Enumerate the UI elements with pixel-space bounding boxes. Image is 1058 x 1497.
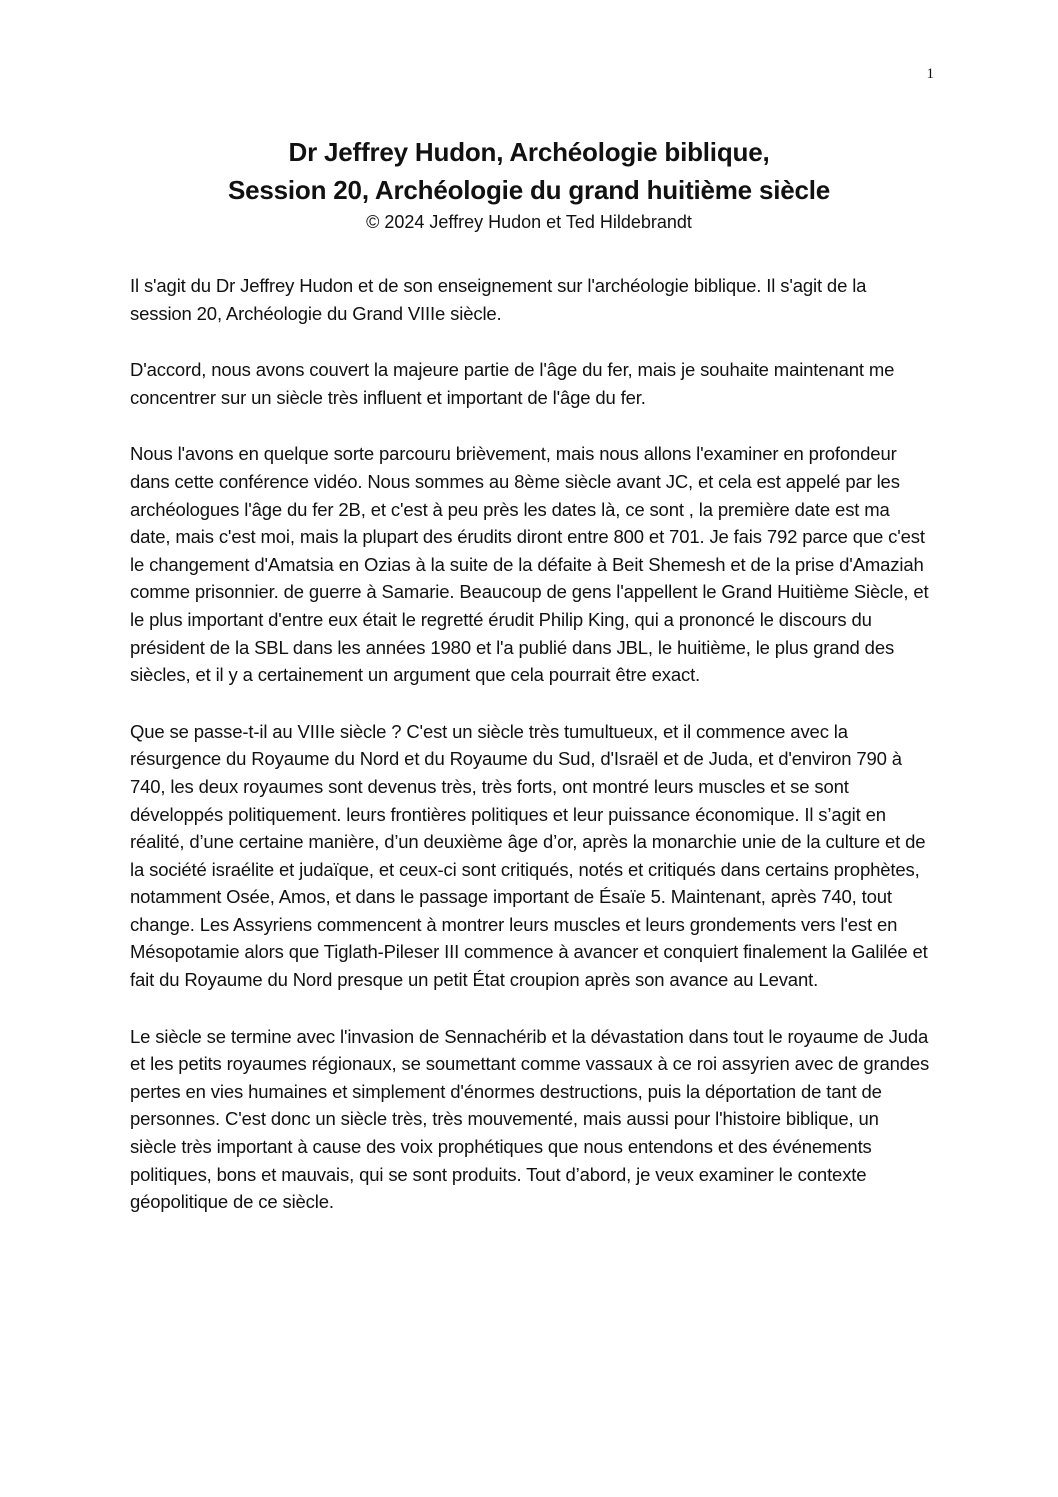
document-header bbox=[130, 133, 928, 235]
page-number: 1 bbox=[926, 66, 934, 82]
title-line-2: Session 20, Archéologie du grand huitième siècle bbox=[227, 175, 831, 205]
paragraph: Le siècle se termine avec l'invasion de Sennachérib et la dévastation dans tout le royaume de Juda et les petits royaumes régionaux, se soumettant comme vassaux à ce roi assyrien avec de grandes pertes en vies humaines et simplement d'énormes destructions, puis la déportation de tant de personnes. C'est donc un siècle très, très mouvementé, mais aussi pour l'histoire biblique, un siècle très important à cause des voix prophétiques que nous entendons et des événements politiques, bons et mauvais, qui se sont produits. Tout d’abord, je veux examiner le contexte géopolitique de ce siècle. bbox=[130, 1025, 930, 1213]
document-body bbox=[130, 272, 930, 1245]
copyright-line: © 2024 Jeffrey Hudon et Ted Hildebrandt bbox=[366, 212, 692, 232]
paragraph: Il s'agit du Dr Jeffrey Hudon et de son enseignement sur l'archéologie biblique. Il s'agit de la session 20, Archéologie du Grand VIIIe siècle. bbox=[130, 275, 867, 324]
paragraph: Que se passe-t-il au VIIIe siècle ? C'est un siècle très tumultueux, et il commence avec la résurgence du Royaume du Nord et du Royaume du Sud, d'Israël et de Juda, et d'environ 790 à 740, les deux royaumes sont devenus très, très forts, ont montré leurs muscles et se sont développés politiquement. leurs frontières politiques et leur puissance économique. Il s’agit en réalité, d’une certaine manière, d’un deuxième âge d’or, après la monarchie unie de la culture et de la société israélite et judaïque, et ceux-ci sont critiqués, notés et critiqués dans certains prophètes, notamment Osée, Amos, et dans le passage important de Ésaïe 5. Maintenant, après 740, tout change. Les Assyriens commencent à montrer leurs muscles et leurs grondements vers l'est en Mésopotamie alors que Tiglath-Pileser III commence à avancer et conquiert finalement la Galilée et fait du Royaume du Nord presque un petit État croupion après son avance au Levant. bbox=[130, 720, 928, 991]
title-line-1: Dr Jeffrey Hudon, Archéologie biblique, bbox=[288, 137, 770, 167]
paragraph: D'accord, nous avons couvert la majeure partie de l'âge du fer, mais je souhaite maintenant me concentrer sur un siècle très influent et important de l'âge du fer. bbox=[130, 359, 895, 408]
paragraph: Nous l'avons en quelque sorte parcouru brièvement, mais nous allons l'examiner en profondeur dans cette conférence vidéo. Nous sommes au 8ème siècle avant JC, et cela est appelé par les archéologues l'âge du fer 2B, et c'est à peu près les dates là, ce sont , la première date est ma date, mais c'est moi, mais la plupart des érudits diront entre 800 et 701. Je fais 792 parce que c'est le changement d'Amatsia en Ozias à la suite de la défaite à Beit Shemesh et de la prise d'Amaziah comme prisonnier. de guerre à Samarie. Beaucoup de gens l'appellent le Grand Huitième Siècle, et le plus important d'entre eux était le regretté érudit Philip King, qui a prononcé le discours du président de la SBL dans les années 1980 et l'a publié dans JBL, le huitième, le plus grand des siècles, et il y a certainement un argument que cela pourrait être exact. bbox=[130, 443, 929, 686]
